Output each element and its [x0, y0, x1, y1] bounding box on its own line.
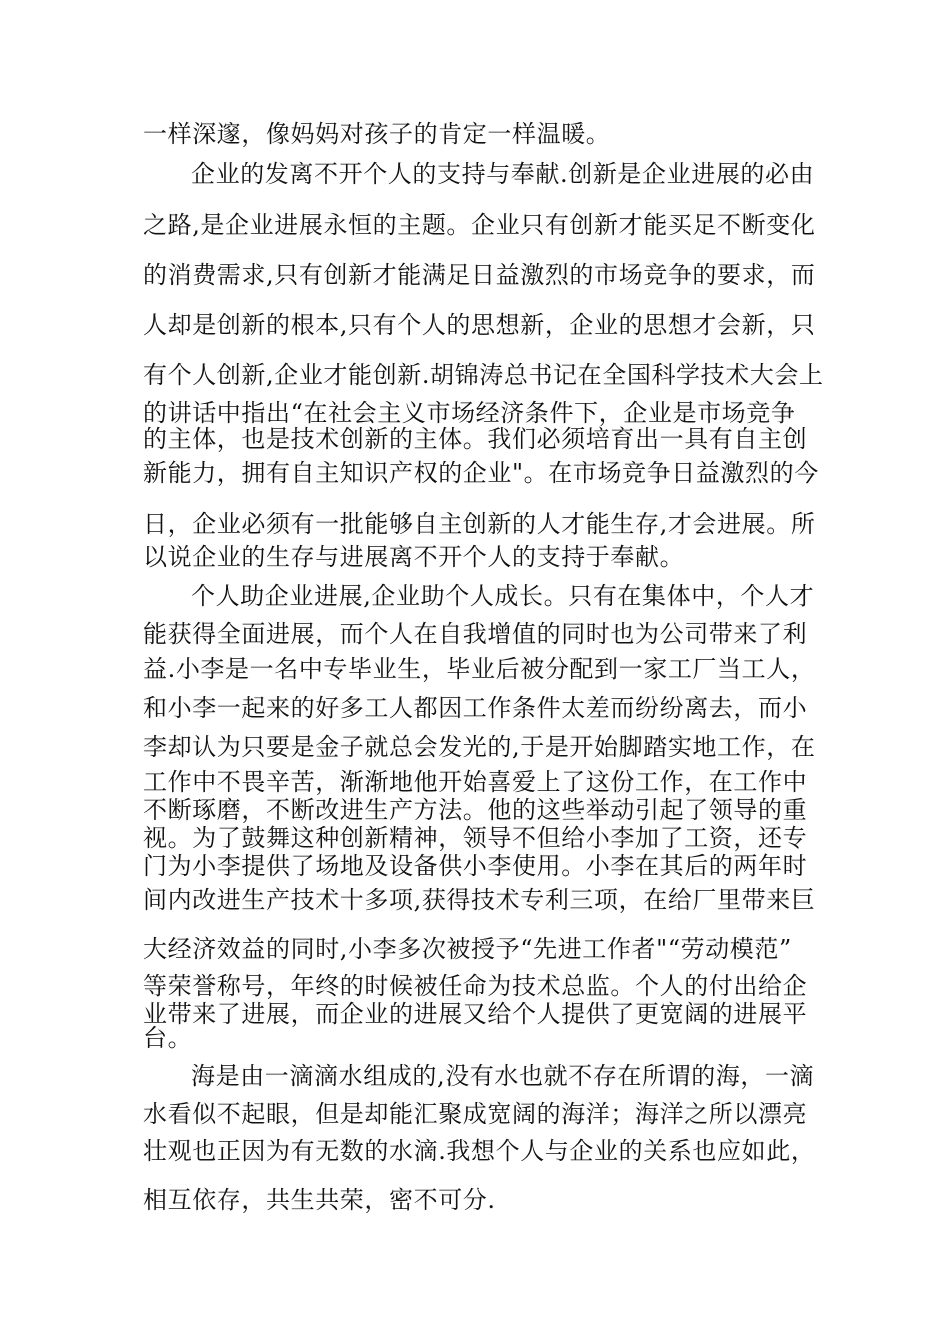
text-line: 和小李一起来的好多工人都因工作条件太差而纷纷离去，而小: [143, 694, 808, 722]
paragraph-start-line: 海是由一滴滴水组成的,没有水也就不存在所谓的海，一滴: [191, 1062, 815, 1090]
text-line: 台。: [143, 1024, 193, 1052]
text-line: 工作中不畏辛苦，渐渐地他开始喜爱上了这份工作，在工作中: [143, 768, 808, 796]
text-line: 的主体，也是技术创新的主体。我们必须培育出一具有自主创: [143, 425, 808, 453]
text-line: 以说企业的生存与进展离不开个人的支持于奉献。: [143, 543, 685, 571]
text-line: 的讲话中指出“在社会主义市场经济条件下，企业是市场竞争: [143, 399, 796, 427]
paragraph-start-line: 个人助企业进展,企业助个人成长。只有在集体中，个人才: [191, 582, 815, 610]
text-line: 能获得全面进展，而个人在自我增值的同时也为公司带来了利: [143, 620, 808, 648]
text-line: 一样深邃，像妈妈对孩子的肯定一样温暖。: [143, 120, 611, 148]
text-line: 人却是创新的根本,只有个人的思想新，企业的思想才会新，只: [143, 311, 816, 339]
text-line: 门为小李提供了场地及设备供小李使用。小李在其后的两年时: [143, 852, 808, 880]
text-line: 的消费需求,只有创新才能满足日益激烈的市场竞争的要求，而: [143, 261, 816, 289]
text-line: 新能力，拥有自主知识产权的企业"。在市场竞争日益激烈的今: [143, 459, 819, 487]
text-line: 益.小李是一名中专毕业生，毕业后被分配到一家工厂当工人，: [143, 655, 816, 683]
text-line: 相互依存，共生共荣，密不可分.: [143, 1186, 496, 1214]
text-line: 李却认为只要是金子就总会发光的,于是开始脚踏实地工作，在: [143, 733, 816, 761]
text-line: 大经济效益的同时,小李多次被授予“先进工作者"“劳动模范”: [143, 935, 792, 963]
text-line: 之路,是企业进展永恒的主题。企业只有创新才能买足不断变化: [143, 211, 816, 239]
text-line: 不断琢磨，不断改进生产方法。他的这些举动引起了领导的重: [143, 796, 808, 824]
text-line: 等荣誉称号，年终的时候被任命为技术总监。个人的付出给企: [143, 972, 808, 1000]
text-line: 有个人创新,企业才能创新.胡锦涛总书记在全国科学技术大会上: [143, 361, 824, 389]
text-line: 水看似不起眼，但是却能汇聚成宽阔的海洋；海洋之所以漂亮: [143, 1100, 808, 1128]
text-line: 日，企业必须有一批能够自主创新的人才能生存,才会进展。所: [143, 510, 816, 538]
text-line: 视。为了鼓舞这种创新精神，领导不但给小李加了工资，还专: [143, 824, 808, 852]
text-line: 间内改进生产技术十多项,获得技术专利三项，在给厂里带来巨: [143, 886, 816, 914]
paragraph-start-line: 企业的发离不开个人的支持与奉献.创新是企业进展的必由: [191, 160, 815, 188]
text-line: 业带来了进展，而企业的进展又给个人提供了更宽阔的进展平: [143, 1000, 808, 1028]
text-line: 壮观也正因为有无数的水滴.我想个人与企业的关系也应如此，: [143, 1137, 816, 1165]
